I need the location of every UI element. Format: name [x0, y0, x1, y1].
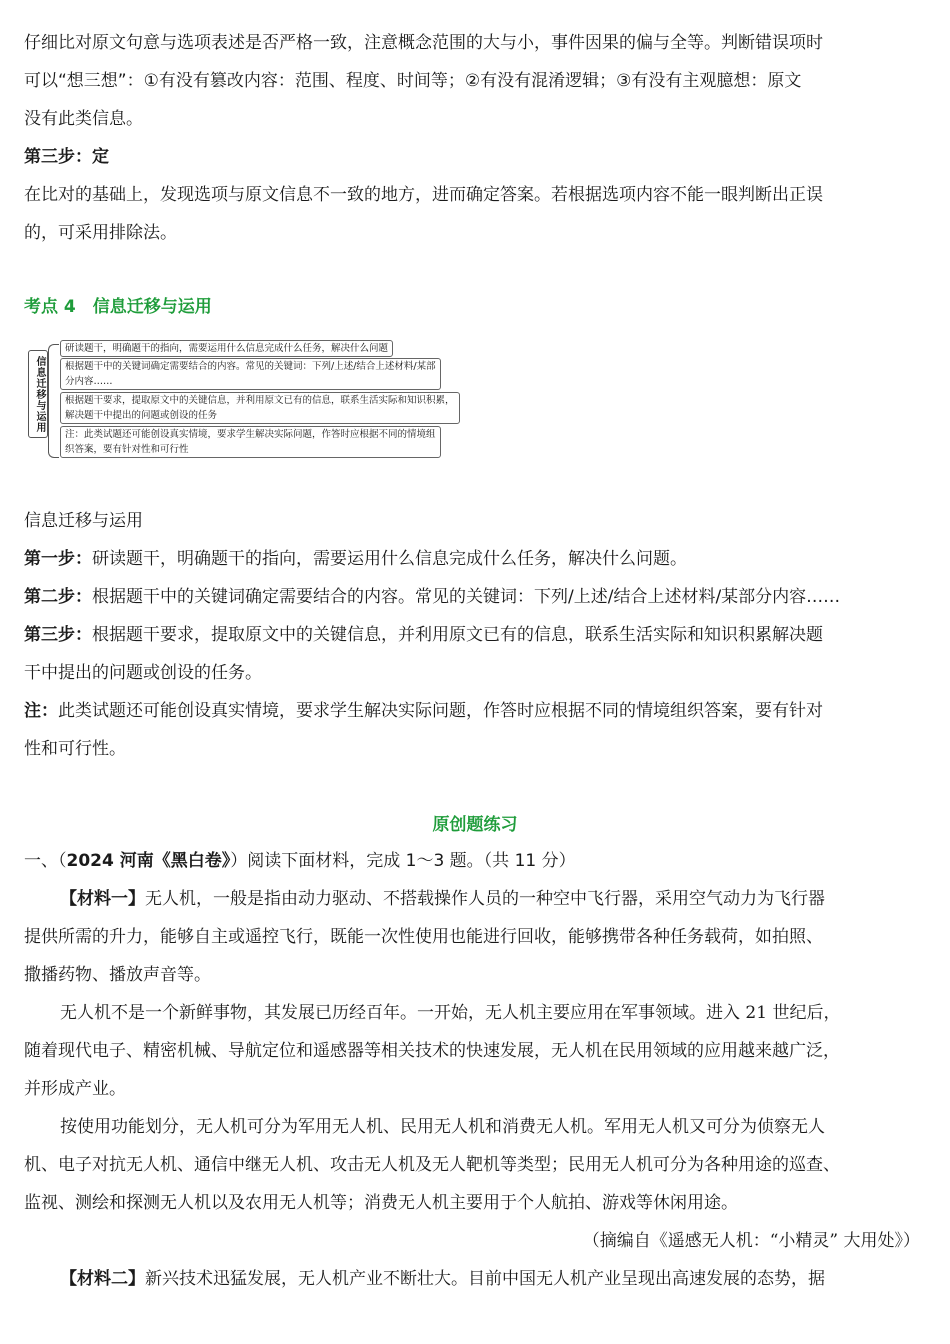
body-text-line: 在比对的基础上，发现选项与原文信息不一致的地方，进而确定答案。若根据选项内容不能一眼判断出正误	[24, 185, 823, 205]
step-line	[24, 548, 687, 570]
body-text-line: 仔细比对原文句意与选项表述是否严格一致，注意概念范围的大与小，事件因果的偏与全等。判断错误项时	[24, 33, 823, 53]
material-line: 机、电子对抗无人机、通信中继无人机、攻击无人机及无人靶机等类型；民用无人机可分为各种用途的巡查、	[24, 1155, 840, 1175]
step-text: 根据题干中的关键词确定需要结合的内容。常见的关键词：下列/上述/结合上述材料/某部分内容……	[92, 587, 841, 607]
step-line: 干中提出的问题或创设的任务。	[24, 663, 262, 683]
material-line: 按使用功能划分，无人机可分为军用无人机、民用无人机和消费无人机。军用无人机又可分为侦察无人	[60, 1117, 825, 1137]
diagram-box-text: 根据题干中的关键词确定需要结合的内容。常见的关键词：下列/上述/结合上述材料/某部	[65, 361, 436, 372]
diagram-box-text: 注：此类试题还可能创设真实情境，要求学生解决实际问题，作答时应根据不同的情境组	[65, 429, 436, 440]
step-text: 根据题干要求，提取原文中的关键信息，并利用原文已有的信息，联系生活实际和知识积累解决题	[92, 625, 823, 645]
diagram-box	[60, 340, 393, 357]
material-line	[60, 1268, 825, 1290]
diagram-side-label: 信息迁移与运用	[28, 350, 48, 438]
note-text: 此类试题还可能创设真实情境，要求学生解决实际问题，作答时应根据不同的情境组织答案，要有针对	[58, 701, 823, 721]
steps-title: 信息迁移与运用	[24, 511, 143, 531]
material-line	[60, 888, 825, 910]
body-text-line: 的，可采用排除法。	[24, 223, 177, 243]
material-line: 提供所需的升力，能够自主或遥控飞行，既能一次性使用也能进行回收，能够携带各种任务载荷，如拍照、	[24, 927, 823, 947]
diagram-box-text: 解决题干中提出的问题或创设的任务	[65, 410, 218, 421]
material-label: 【材料二】	[60, 1269, 145, 1289]
step3-heading: 第三步：定	[24, 147, 109, 167]
diagram-box	[60, 426, 441, 458]
step-label: 第一步：	[24, 549, 92, 569]
note-label: 注：	[24, 701, 58, 721]
step-label: 第二步：	[24, 587, 92, 607]
body-text-line: 可以“想三想”：①有没有篡改内容：范围、程度、时间等；②有没有混淆逻辑；③有没有主观臆想：原文	[24, 71, 802, 91]
source-citation: （摘编自《遥感无人机：“小精灵” 大用处》）	[582, 1231, 920, 1251]
diagram-box	[60, 392, 460, 424]
practice-heading: 原创题练习	[432, 815, 518, 835]
note-line: 性和可行性。	[24, 739, 126, 759]
step-line	[24, 586, 840, 608]
step-line	[24, 624, 823, 646]
diagram-box-text: 分内容……	[65, 376, 113, 387]
step-text: 研读题干，明确题干的指向，需要运用什么信息完成什么任务，解决什么问题。	[92, 549, 687, 569]
diagram-brace	[48, 344, 59, 458]
step-label: 第三步：	[24, 625, 92, 645]
material-text: 无人机，一般是指由动力驱动、不搭载操作人员的一种空中飞行器，采用空气动力为飞行器	[145, 889, 825, 909]
diagram-box-text: 根据题干要求，提取原文中的关键信息，并利用原文已有的信息，联系生活实际和知识积累，	[65, 395, 455, 406]
material-line: 监视、测绘和探测无人机以及农用无人机等；消费无人机主要用于个人航拍、游戏等休闲用途。	[24, 1193, 738, 1213]
question-source: 2024 河南《黑白卷》	[66, 851, 231, 871]
material-text: 新兴技术迅猛发展，无人机产业不断壮大。目前中国无人机产业呈现出高速发展的态势，据	[145, 1269, 825, 1289]
flow-diagram	[28, 340, 488, 462]
section-heading: 考点 4 信息迁移与运用	[24, 297, 212, 317]
diagram-box-text: 织答案，要有针对性和可行性	[65, 444, 189, 455]
material-label: 【材料一】	[60, 889, 145, 909]
question-intro	[24, 850, 576, 872]
material-line: 随着现代电子、精密机械、导航定位和遥感器等相关技术的快速发展，无人机在民用领域的应用越来越广泛，	[24, 1041, 840, 1061]
question-intro-part: ）阅读下面材料，完成 1～3 题。（共 11 分）	[230, 851, 576, 871]
note-line	[24, 700, 823, 722]
diagram-box	[60, 358, 441, 390]
material-line: 并形成产业。	[24, 1079, 126, 1099]
body-text-line: 没有此类信息。	[24, 109, 143, 129]
question-intro-part: 一、（	[24, 851, 67, 871]
diagram-box-text: 研读题干，明确题干的指向，需要运用什么信息完成什么任务，解决什么问题	[65, 343, 389, 354]
material-line: 撒播药物、播放声音等。	[24, 965, 211, 985]
material-line: 无人机不是一个新鲜事物，其发展已历经百年。一开始，无人机主要应用在军事领域。进入 21 世纪后，	[60, 1003, 841, 1023]
